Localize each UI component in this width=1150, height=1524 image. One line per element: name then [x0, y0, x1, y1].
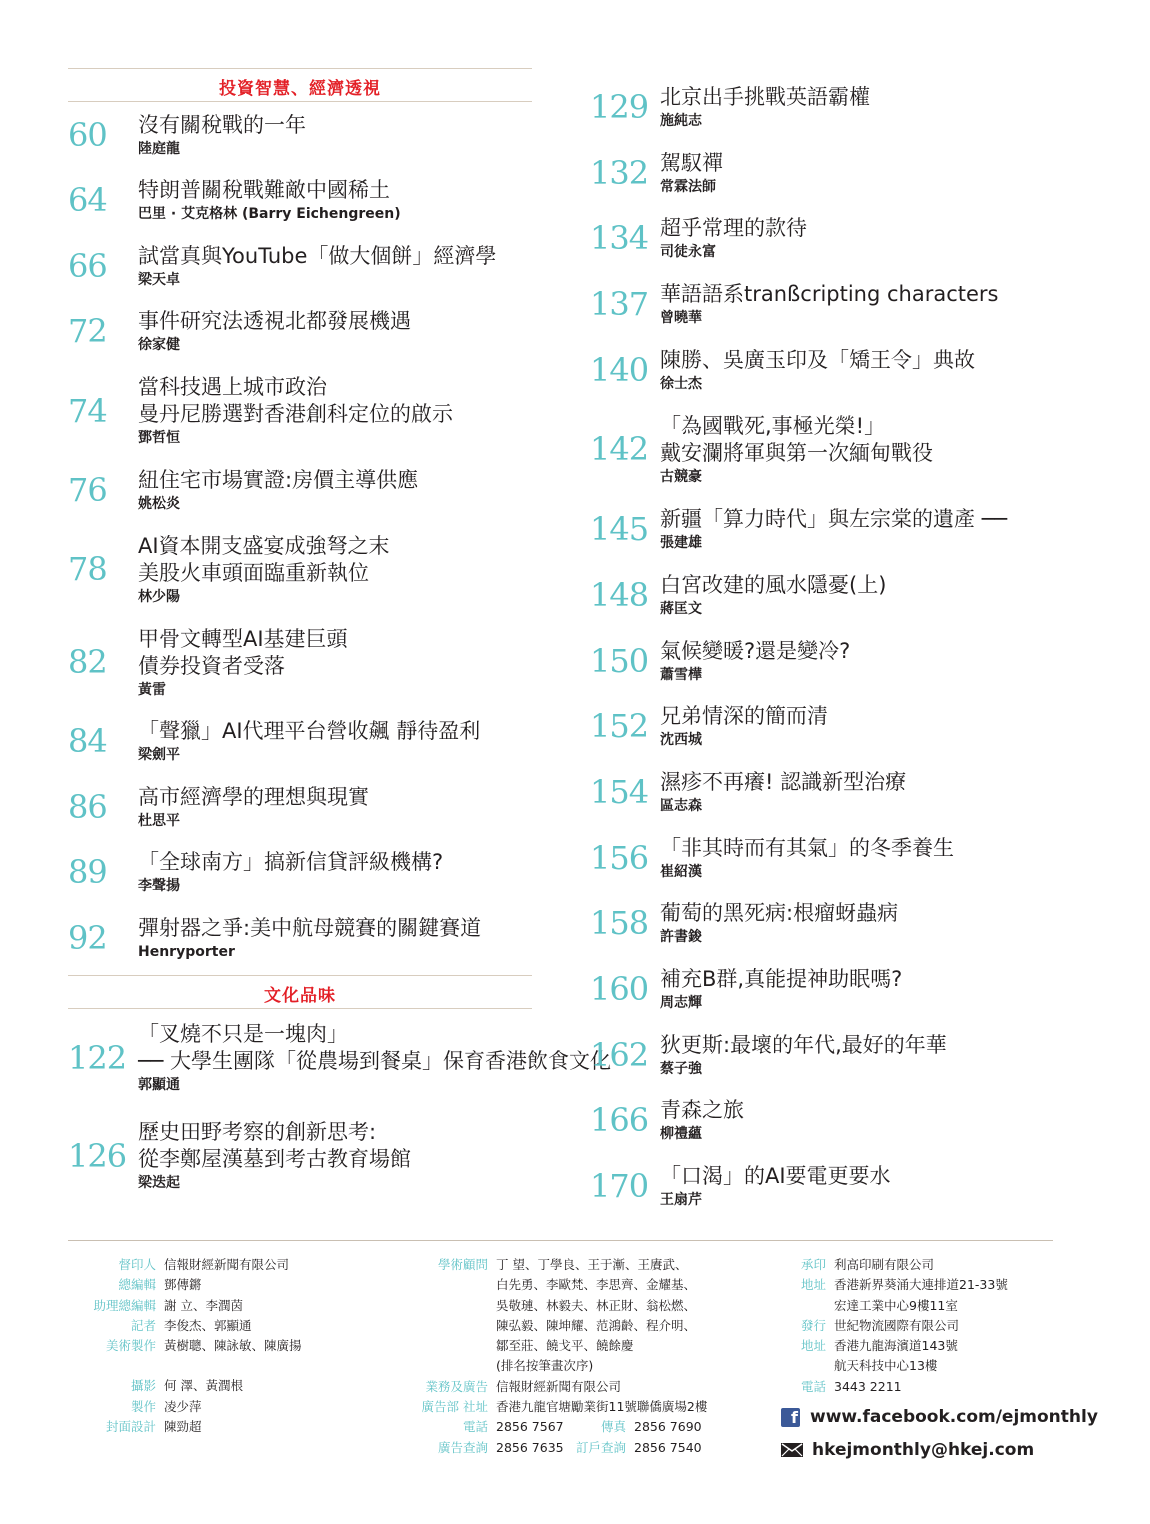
article-title: 「全球南方」搞新信貸評級機構?: [138, 850, 444, 875]
colophon-value: 2856 7690: [634, 1419, 702, 1435]
page-number: 126: [68, 1136, 127, 1175]
article-title: 美股火車頭面臨重新執位: [138, 560, 369, 585]
colophon-row: [80, 1296, 302, 1316]
article-title: AI資本開支盛宴成強弩之末: [138, 533, 390, 558]
toc-entry[interactable]: [68, 905, 532, 971]
colophon-label: 電話: [800, 1378, 826, 1394]
colophon-value: 信報財經新聞有限公司: [164, 1257, 290, 1272]
page-number: 89: [68, 853, 107, 892]
article-author: 張建雄: [660, 535, 702, 552]
entry-body: [138, 374, 532, 447]
colophon-row: [80, 1336, 302, 1356]
toc-entry[interactable]: [68, 616, 532, 709]
toc-entry[interactable]: [68, 840, 532, 906]
article-author: 鄧哲恒: [138, 430, 180, 446]
page-number: 64: [68, 181, 107, 220]
article-title: 「聲獵」AI代理平台營收飆 靜待盈利: [138, 719, 481, 744]
colophon-row: [80, 1255, 302, 1275]
page-number: 156: [590, 838, 649, 877]
colophon-row: [798, 1336, 1008, 1356]
page-number: 154: [590, 773, 649, 812]
colophon-value: 世紀物流國際有限公司: [834, 1317, 960, 1333]
toc-list-culture: [68, 1009, 611, 1205]
colophon-value: 宏達工業中心9樓11室: [834, 1297, 958, 1313]
entry-body: [660, 281, 1060, 327]
colophon-row: [408, 1336, 707, 1356]
article-author: 梁劍平: [138, 747, 180, 764]
colophon-value: 鄧傳鏘: [164, 1277, 202, 1293]
page-number: 170: [590, 1167, 649, 1206]
article-author: 崔紹漢: [660, 863, 702, 880]
colophon-label: 傳真: [600, 1419, 626, 1435]
colophon-value: 香港九龍官塘勵業街11號聯僑廣場2樓: [496, 1399, 708, 1415]
toc-left-column: [68, 68, 611, 1205]
page-number: 66: [68, 246, 107, 285]
toc-entry[interactable]: [68, 233, 532, 299]
colophon-label: [408, 1336, 488, 1356]
article-title: 從李鄭屋漢墓到考古教育場館: [138, 1147, 411, 1171]
toc-entry[interactable]: [590, 205, 1060, 271]
toc-entry[interactable]: [590, 628, 1060, 694]
toc-entry[interactable]: [590, 337, 1060, 403]
colophon-label: 廣告查詢: [437, 1439, 488, 1455]
article-title: 新疆「算力時代」與左宗棠的遺產 ──: [660, 507, 1007, 532]
envelope-icon: [781, 1443, 803, 1457]
colophon-label: 業務及廣告: [425, 1378, 488, 1394]
section-header-culture: [68, 975, 532, 1009]
colophon-label: 電話: [462, 1419, 488, 1435]
article-author: 梁天卓: [138, 271, 180, 288]
page-number: 122: [68, 1038, 127, 1077]
colophon-label: 攝影: [130, 1378, 156, 1394]
colophon-value: 謝 立、李潤茵: [164, 1297, 243, 1313]
article-title: 「為國戰死,事極光榮!」: [660, 413, 886, 438]
page-number: 150: [590, 641, 649, 680]
article-title: 彈射器之爭:美中航母競賽的關鍵賽道: [138, 915, 482, 940]
article-title: 紐住宅市場實證:房價主導供應: [138, 467, 419, 492]
article-author: 姚松炎: [138, 495, 180, 512]
colophon-value: (排名按筆畫次序): [496, 1358, 594, 1374]
page-number: 166: [590, 1101, 649, 1140]
entry-body: [138, 177, 532, 223]
page-number: 76: [68, 470, 107, 509]
colophon-row: [80, 1397, 302, 1417]
article-author: Henryporter: [138, 943, 235, 960]
entry-body: [138, 849, 532, 895]
colophon-value: 白先勇、李歐梵、李思齊、金耀基、: [496, 1277, 697, 1293]
article-author: 許書鋑: [660, 929, 702, 946]
toc-list-investment: [68, 102, 532, 971]
colophon-label: 封面設計: [105, 1419, 156, 1435]
entry-body: [138, 308, 532, 354]
article-title: 葡萄的黑死病:根瘤蚜蟲病: [660, 901, 899, 926]
entry-body: [660, 1097, 1060, 1143]
entry-body: [138, 915, 532, 961]
colophon-row: [80, 1417, 302, 1437]
colophon-label: 廣告部 社址: [421, 1399, 488, 1415]
colophon-row: [80, 1275, 302, 1295]
entry-body: [138, 533, 532, 606]
toc-entry[interactable]: [68, 774, 532, 840]
colophon-value: 何 澤、黃潤根: [164, 1378, 243, 1394]
toc-entry[interactable]: [590, 1088, 1060, 1154]
article-title: 青森之旅: [660, 1098, 744, 1123]
entry-body: [138, 243, 532, 289]
article-author: 徐士杰: [660, 375, 702, 392]
page-number: 137: [590, 284, 649, 323]
article-title: 狄更斯:最壞的年代,最好的年華: [660, 1032, 947, 1057]
colophon-row: [408, 1417, 707, 1437]
toc-entry[interactable]: [590, 956, 1060, 1022]
article-author: 杜思平: [138, 812, 180, 829]
colophon-label: 美術製作: [105, 1338, 156, 1354]
colophon-row: [798, 1356, 1008, 1376]
article-title: ── 大學生團隊「從農場到餐桌」保育香港飲食文化: [138, 1049, 611, 1073]
article-author: 古競豪: [660, 468, 702, 485]
entry-body: [660, 215, 1060, 261]
page-number: 74: [68, 391, 107, 430]
entry-body: [660, 835, 1060, 881]
article-title: 超乎常理的款待: [660, 216, 807, 241]
toc-entry[interactable]: [68, 709, 532, 775]
article-title: 沒有關稅戰的一年: [138, 112, 306, 137]
article-title: 試當真與YouTube「做大個餅」經濟學: [138, 243, 497, 268]
page-number: 60: [68, 115, 107, 154]
toc-entry[interactable]: [68, 1009, 611, 1107]
colophon-label: [408, 1316, 488, 1336]
article-title: 戴安瀾將軍與第一次緬甸戰役: [660, 440, 933, 465]
article-title: 甲骨文轉型AI基建巨頭: [138, 626, 348, 651]
toc-entry[interactable]: [68, 457, 532, 523]
page-number: 160: [590, 970, 649, 1009]
article-title: 高市經濟學的理想與現實: [138, 784, 369, 809]
colophon-row: [80, 1376, 302, 1396]
article-title: 氣候變暖?還是變冷?: [660, 638, 851, 663]
page-number: 162: [590, 1035, 649, 1074]
colophon-value: 香港新界葵涌大連排道21-33號: [834, 1277, 1008, 1293]
entry-body: [660, 1163, 1060, 1209]
article-author: 曾曉華: [660, 309, 702, 326]
page-number: 140: [590, 350, 649, 389]
article-author: 巴里 · 艾克格林 (Barry Eichengreen): [138, 206, 401, 223]
colophon-value: 航天科技中心13樓: [834, 1358, 938, 1374]
article-title: 債券投資者受落: [138, 653, 285, 678]
article-title: 駕馭禪: [660, 150, 723, 175]
entry-body: [660, 769, 1060, 815]
entry-body: [138, 467, 532, 513]
entry-body: [660, 703, 1060, 749]
colophon-value: 2856 7567: [496, 1419, 564, 1435]
entry-body: [138, 1119, 532, 1192]
entry-body: [660, 413, 1060, 486]
colophon-row: [798, 1296, 1008, 1316]
section-header-investment: [68, 68, 532, 102]
page-number: 145: [590, 510, 649, 549]
toc-entry[interactable]: [590, 825, 1060, 891]
toc-entry[interactable]: [590, 1022, 1060, 1088]
toc-entry[interactable]: [68, 102, 532, 168]
toc-entry[interactable]: [590, 562, 1060, 628]
colophon-value: 鄒至莊、饒戈平、饒餘慶: [496, 1338, 634, 1354]
colophon-row: [798, 1377, 1008, 1397]
section-title: 文化品味: [264, 985, 336, 1006]
colophon-value: 凌少萍: [164, 1398, 202, 1414]
colophon-row: [408, 1397, 707, 1417]
colophon-row: [798, 1316, 1008, 1336]
colophon-label: [408, 1296, 488, 1316]
colophon-label: 學術顧問: [437, 1257, 488, 1272]
page-number: 152: [590, 707, 649, 746]
colophon-label: 督印人: [118, 1257, 156, 1272]
colophon-label: [798, 1356, 826, 1376]
article-title: 「叉燒不只是一塊肉」: [138, 1022, 348, 1046]
article-author: 常霖法師: [660, 178, 716, 195]
entry-body: [660, 84, 1060, 130]
article-title: 補充B群,真能提神助眠嗎?: [660, 967, 903, 992]
colophon-value: 3443 2211: [834, 1378, 902, 1394]
colophon-label: 製作: [130, 1398, 156, 1414]
article-author: 蕭雪樺: [660, 666, 702, 683]
colophon-printing-distribution: [798, 1255, 1008, 1397]
facebook-link[interactable]: [781, 1407, 1098, 1427]
colophon-row: [408, 1316, 707, 1336]
page-number: 132: [590, 153, 649, 192]
toc-entry[interactable]: [68, 364, 532, 457]
entry-body: [660, 347, 1060, 393]
article-title: 陳勝、吳廣玉印及「矯王令」典故: [660, 347, 975, 372]
page-number: 134: [590, 219, 649, 258]
email-address: hkejmonthly@hkej.com: [812, 1440, 1035, 1460]
article-title: 曼丹尼勝選對香港創科定位的啟示: [138, 402, 453, 426]
colophon-row: [408, 1438, 707, 1458]
toc-entry[interactable]: [590, 402, 1060, 496]
colophon-value: 2856 7635: [496, 1439, 564, 1455]
article-author: 陸庭龍: [138, 140, 180, 157]
toc-entry[interactable]: [590, 891, 1060, 957]
article-author: 周志輝: [660, 995, 702, 1012]
entry-body: [138, 784, 532, 830]
colophon-label: 地址: [800, 1277, 826, 1293]
colophon-row: [408, 1275, 707, 1295]
colophon-value: 陳勁超: [164, 1419, 202, 1435]
colophon-row: [408, 1377, 707, 1397]
colophon-label: 訂戶查詢: [575, 1439, 626, 1455]
entry-body: [660, 572, 1060, 618]
facebook-url: www.facebook.com/ejmonthly: [810, 1407, 1098, 1427]
facebook-icon: f: [781, 1408, 800, 1427]
entry-body: [660, 638, 1060, 684]
toc-entry[interactable]: [590, 271, 1060, 337]
toc-entry[interactable]: [68, 523, 532, 616]
toc-entry[interactable]: [590, 1153, 1060, 1219]
article-author: 蔡子強: [660, 1060, 702, 1077]
article-title: 「非其時而有其氣」的冬季養生: [660, 835, 954, 860]
page-number: 129: [590, 87, 649, 126]
page-number: 78: [68, 550, 107, 588]
entry-body: [138, 112, 532, 158]
page-number: 142: [590, 430, 649, 469]
colophon-row: [408, 1356, 707, 1376]
article-title: 歷史田野考察的創新思考:: [138, 1120, 377, 1144]
article-title: 白宮改建的風水隱憂(上): [660, 572, 887, 597]
article-title: 濕疹不再癢! 認識新型治療: [660, 770, 907, 795]
entry-body: [660, 900, 1060, 946]
colophon-row: [798, 1255, 1008, 1275]
colophon-spacer: [80, 1356, 302, 1376]
colophon-row: [408, 1255, 707, 1275]
entry-body: [660, 1032, 1060, 1078]
toc-list-culture-continued: [590, 74, 1060, 1219]
page-number: 92: [68, 918, 107, 957]
article-title: 當科技遇上城市政治: [138, 375, 327, 399]
toc-entry[interactable]: [68, 168, 532, 234]
article-author: 郭顯通: [138, 1077, 180, 1093]
article-author: 梁迭起: [138, 1175, 180, 1191]
colophon-row: [798, 1275, 1008, 1295]
colophon-value: 陳弘毅、陳坤耀、范鴻齡、程介明、: [496, 1317, 697, 1333]
toc-entry[interactable]: [590, 694, 1060, 760]
article-author: 黃雷: [138, 681, 166, 698]
article-title: 北京出手挑戰英語霸權: [660, 84, 870, 109]
colophon-label: 承印: [800, 1257, 826, 1272]
colophon-value: 信報財經新聞有限公司: [496, 1378, 622, 1394]
colophon-label: 助理總編輯: [93, 1297, 156, 1313]
colophon-value: 丁 望、丁學良、王于漸、王賡武、: [496, 1257, 688, 1272]
toc-entry[interactable]: [68, 1107, 532, 1205]
page-number: 72: [68, 312, 107, 351]
toc-entry[interactable]: [590, 74, 1060, 140]
toc-right-column: [590, 74, 1060, 1219]
section-title: 投資智慧、經濟透視: [219, 79, 381, 99]
entry-body: [138, 626, 532, 699]
entry-body: [138, 718, 532, 764]
colophon-label: 地址: [800, 1338, 826, 1354]
colophon-value: 利高印刷有限公司: [834, 1257, 935, 1272]
entry-body: [660, 150, 1060, 196]
colophon: [68, 1240, 1098, 1460]
colophon-label: 發行: [800, 1317, 826, 1333]
page-number: 158: [590, 904, 649, 943]
colophon-label: [408, 1356, 488, 1376]
colophon-value: 香港九龍海濱道143號: [834, 1338, 958, 1354]
colophon-label: 記者: [130, 1317, 156, 1333]
colophon-row: [408, 1296, 707, 1316]
page-number: 86: [68, 787, 107, 826]
toc-entry[interactable]: [590, 140, 1060, 206]
colophon-advisors-advertising: [408, 1255, 707, 1458]
toc-entry[interactable]: [590, 496, 1060, 562]
article-title: 華語語系tranßcripting characters: [660, 281, 999, 306]
article-author: 柳禮蘊: [660, 1126, 702, 1143]
colophon-label: 總編輯: [118, 1277, 156, 1293]
page-number: 84: [68, 722, 107, 761]
article-title: 事件研究法透視北都發展機遇: [138, 309, 411, 334]
entry-body: [660, 966, 1060, 1012]
colophon-value: 李俊杰、郭顯通: [164, 1317, 252, 1333]
colophon-label: [408, 1275, 488, 1295]
article-author: 區志森: [660, 798, 702, 815]
article-title: 兄弟情深的簡而清: [660, 704, 828, 729]
article-author: 沈西城: [660, 732, 702, 749]
colophon-row: [80, 1316, 302, 1336]
article-author: 王扇芹: [660, 1192, 702, 1209]
toc-entry[interactable]: [590, 759, 1060, 825]
article-author: 李聲揚: [138, 878, 180, 895]
article-author: 徐家健: [138, 337, 180, 354]
email-link[interactable]: [781, 1440, 1034, 1460]
toc-entry[interactable]: [68, 299, 532, 365]
colophon-value: 2856 7540: [634, 1439, 702, 1455]
article-author: 司徒永富: [660, 244, 716, 261]
colophon-staff: [80, 1255, 302, 1437]
page-number: 148: [590, 575, 649, 614]
article-author: 蔣匡文: [660, 600, 702, 617]
page-number: 82: [68, 643, 107, 681]
colophon-value: 黃樹聰、陳詠敏、陳廣揚: [164, 1338, 302, 1354]
article-title: 特朗普關稅戰難敵中國稀土: [138, 178, 390, 203]
article-title: 「口渴」的AI要電更要水: [660, 1164, 891, 1189]
entry-body: [660, 506, 1060, 552]
colophon-label: [798, 1296, 826, 1316]
article-author: 林少陽: [138, 588, 180, 605]
colophon-value: 吳敬璉、林毅夫、林正財、翁松燃、: [496, 1297, 697, 1313]
entry-body: [138, 1021, 611, 1094]
article-author: 施純志: [660, 112, 702, 129]
